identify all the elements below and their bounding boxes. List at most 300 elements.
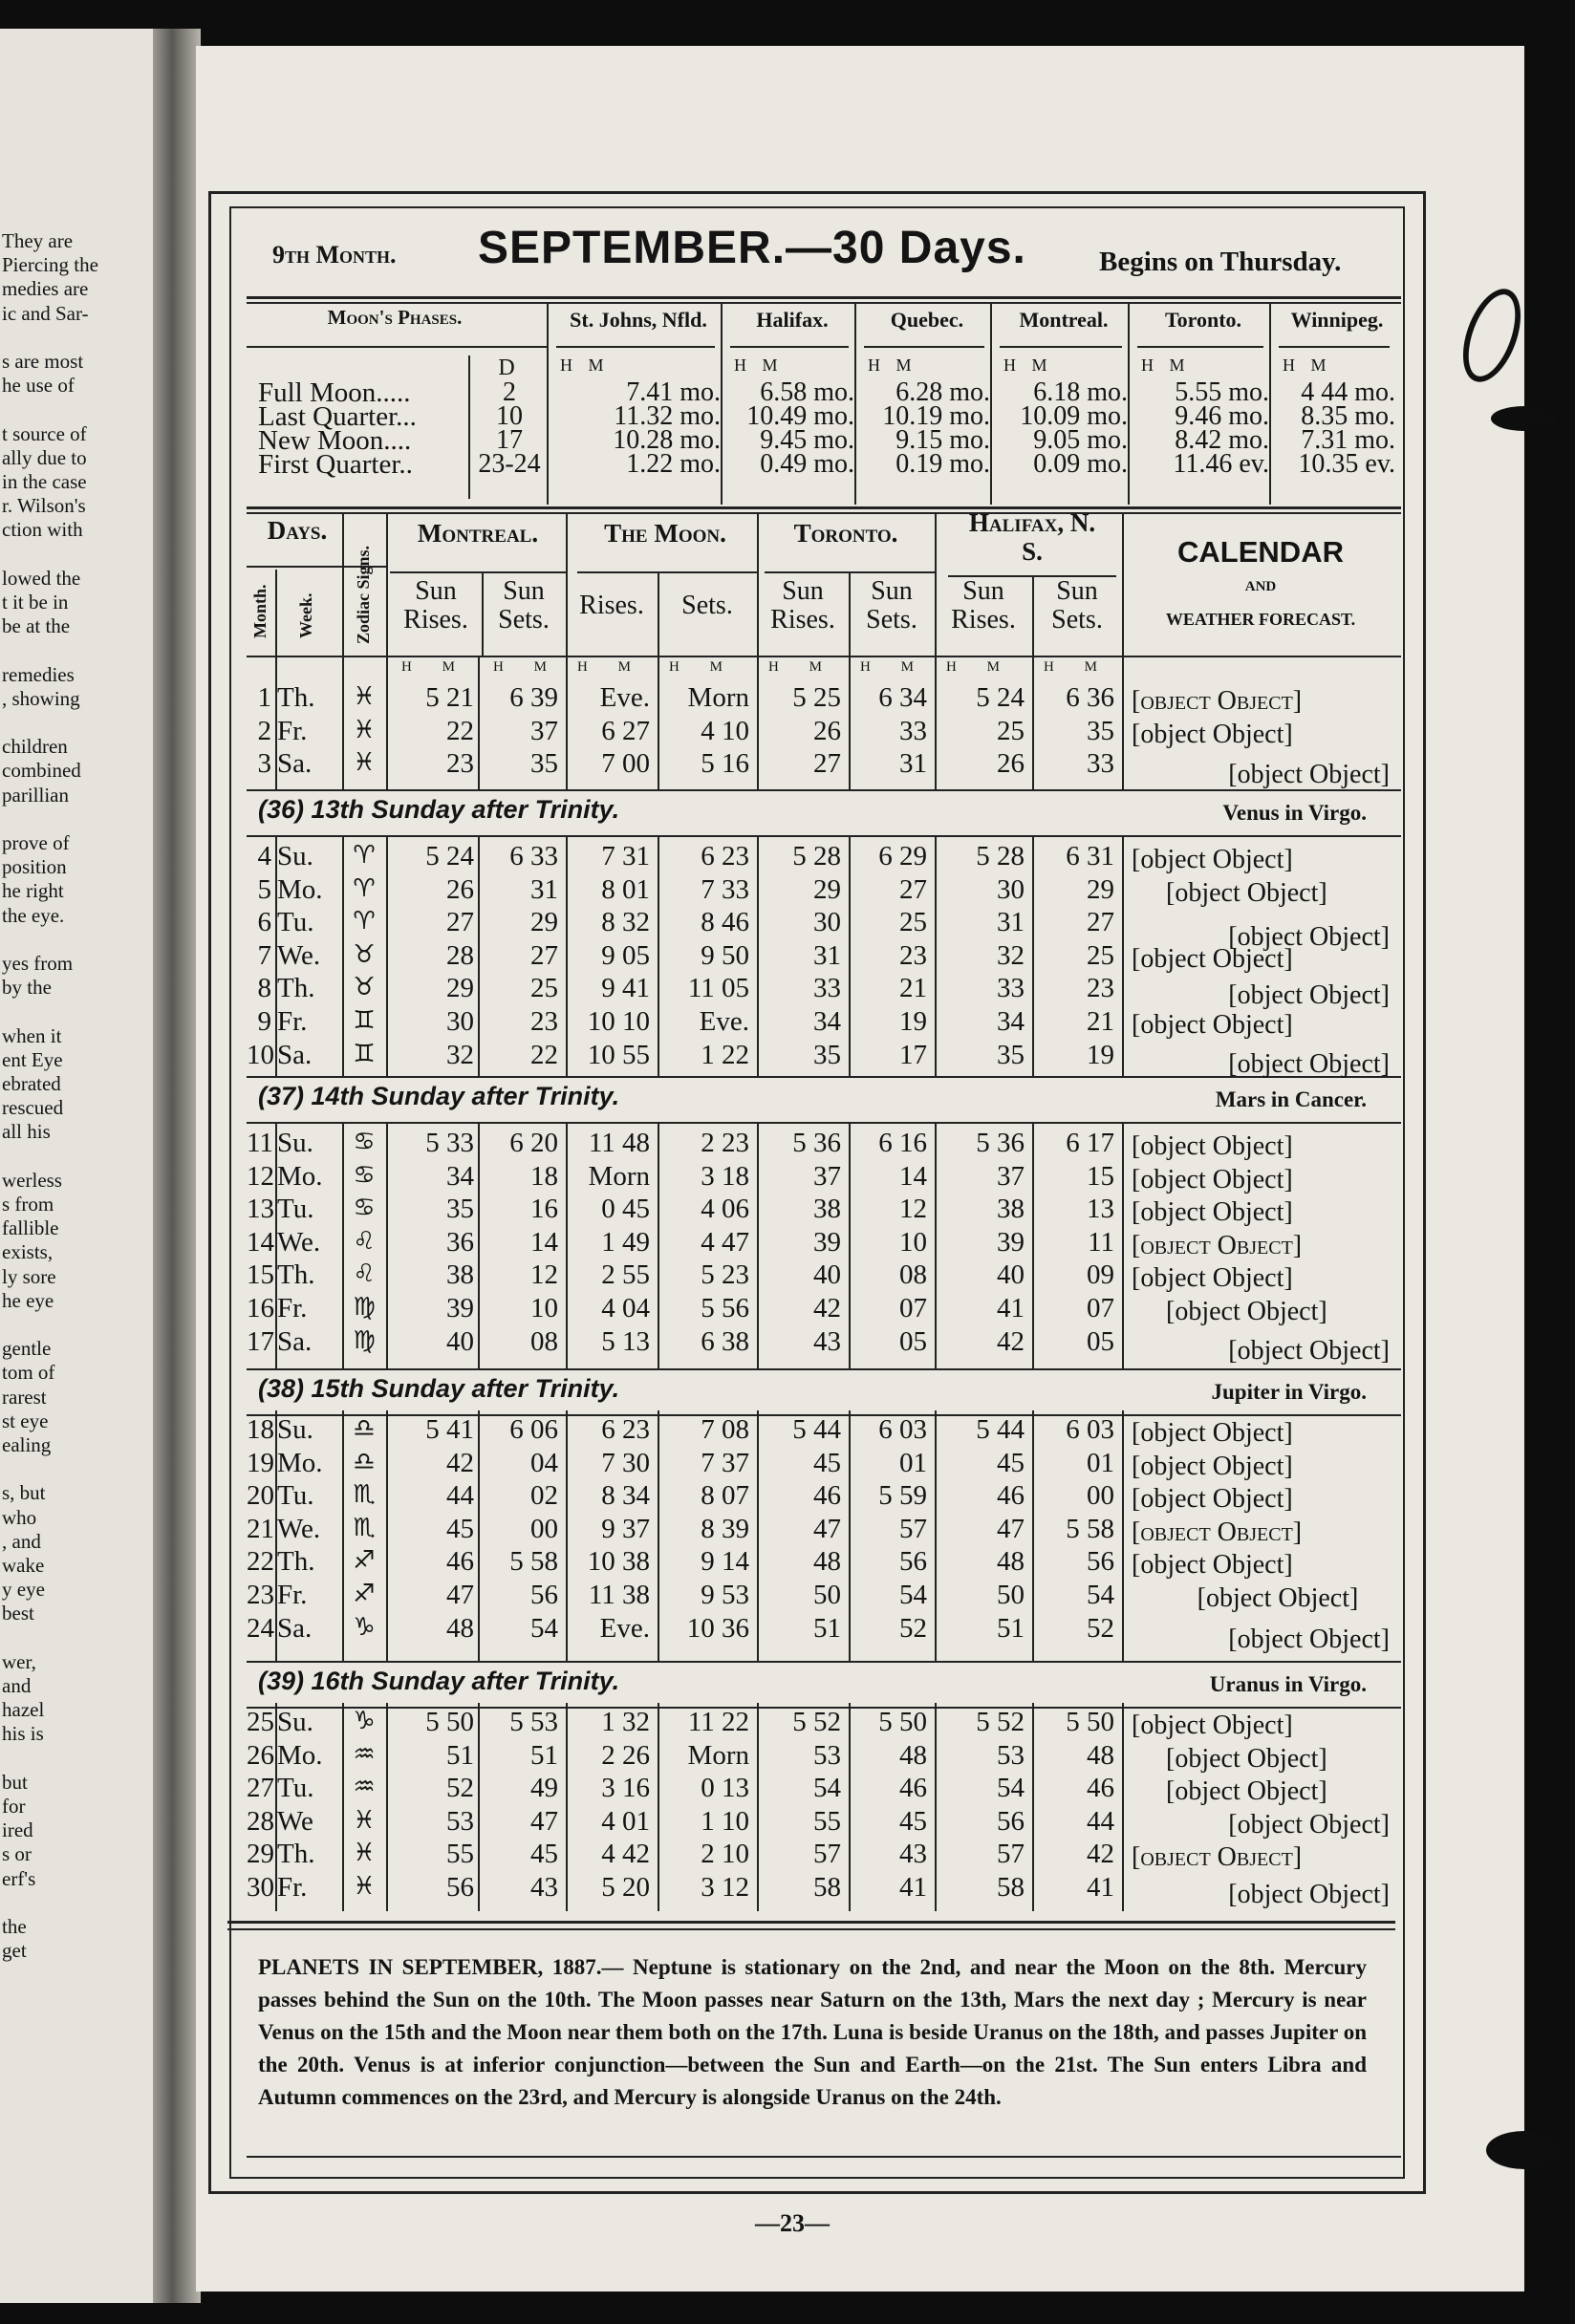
time-cell: 32 — [997, 939, 1025, 971]
page-title: SEPTEMBER.—30 Days. — [478, 223, 1026, 273]
time-cell: 49 — [530, 1773, 558, 1804]
phase-time: 6.58 mo. — [760, 377, 854, 407]
phase-time: 9.46 mo. — [1175, 401, 1269, 431]
phase-time: 4 44 mo. — [1301, 377, 1395, 407]
rule — [757, 837, 759, 1076]
left-page-text: parillian — [2, 783, 69, 807]
left-page-text: ally due to — [2, 445, 87, 469]
sunday-heading: (38) 15th Sunday after Trinity. — [258, 1374, 620, 1403]
time-cell: 39 — [446, 1293, 474, 1323]
calendar-note: [object Object] — [1132, 1418, 1293, 1448]
rule — [935, 1124, 937, 1368]
ink-blot — [1486, 2131, 1563, 2169]
calendar-note: [object Object] — [1132, 1197, 1293, 1228]
time-cell: 41 — [997, 1293, 1025, 1323]
left-page-text: remedies — [2, 662, 75, 686]
rule — [935, 837, 937, 1076]
rule — [730, 346, 849, 348]
time-cell: 38 — [813, 1194, 841, 1225]
zodiac-sign: ♑ — [353, 1707, 376, 1735]
time-cell: 36 — [446, 1226, 474, 1258]
zodiac-sign: ♊ — [353, 1006, 376, 1035]
zodiac-sign: ♌ — [353, 1226, 376, 1256]
calendar-note: [object Object] — [1132, 686, 1303, 716]
left-page-text: combined — [2, 759, 81, 783]
month-number: 9th Month. — [272, 241, 397, 269]
day-of-week: We. — [277, 939, 321, 971]
day-of-week: Th. — [277, 682, 315, 713]
phase-time: 10.49 mo. — [746, 401, 854, 431]
time-cell: 5 53 — [509, 1707, 558, 1737]
time-cell: 5 13 — [601, 1325, 650, 1357]
left-page-text: for — [2, 1795, 26, 1818]
time-cell: 6 39 — [509, 682, 558, 713]
time-cell: 25 — [997, 715, 1025, 746]
left-page-text: r. Wilson's — [2, 494, 86, 518]
time-cell: 43 — [899, 1839, 927, 1870]
calendar-note: [object Object] — [1132, 1010, 1293, 1040]
time-cell: 6 38 — [701, 1325, 749, 1357]
day-of-week: Su. — [277, 1707, 313, 1737]
hm-label: H M — [1044, 659, 1111, 675]
left-page-text: ealing — [2, 1433, 52, 1456]
day-of-week: We — [277, 1805, 313, 1837]
calendar-note: [object Object] — [1228, 1048, 1390, 1079]
month-heading: Month. — [250, 584, 270, 638]
time-cell: 27 — [446, 907, 474, 938]
rule — [757, 1410, 759, 1661]
time-cell: 30 — [997, 873, 1025, 905]
rule — [1122, 512, 1124, 656]
time-cell: 10 36 — [686, 1612, 749, 1644]
left-page-text: by the — [2, 976, 52, 1000]
calendar-note: [object Object] — [1132, 1451, 1293, 1481]
left-page-text: ebrated — [2, 1072, 61, 1095]
time-cell: 9 41 — [601, 973, 650, 1004]
phase-day: 2 — [503, 377, 516, 407]
phase-time: 9.05 mo. — [1033, 425, 1128, 455]
left-page-text: the — [2, 1915, 27, 1938]
calendar-note: [object Object] — [1228, 1624, 1390, 1654]
time-cell: 42 — [997, 1325, 1025, 1357]
left-page-text: wake — [2, 1554, 45, 1577]
time-cell: 28 — [446, 939, 474, 971]
hm-label: H M — [1141, 355, 1191, 375]
halifax-heading: Halifax, N. S. — [968, 508, 1096, 566]
time-cell: 6 03 — [1066, 1414, 1114, 1445]
calendar-note: [object Object] — [1132, 1131, 1293, 1161]
time-cell: 54 — [899, 1580, 927, 1610]
left-page-text: the eye. — [2, 903, 65, 927]
rule — [658, 837, 659, 1076]
time-cell: 58 — [813, 1872, 841, 1903]
rule — [275, 837, 277, 1076]
rule — [342, 837, 344, 1076]
sunday-note: Mars in Cancer. — [1215, 1087, 1367, 1111]
time-cell: 27 — [813, 748, 841, 780]
phase-day: 17 — [496, 425, 523, 455]
rule — [757, 1703, 759, 1911]
rule — [566, 1703, 568, 1911]
hm-label: H M — [1283, 355, 1332, 375]
rule — [757, 512, 759, 656]
zodiac-sign: ♐ — [353, 1580, 376, 1608]
rule — [1137, 346, 1263, 348]
rule — [247, 2156, 1401, 2158]
time-cell: 50 — [997, 1580, 1025, 1610]
time-cell: 13 — [1087, 1194, 1114, 1225]
rule — [468, 355, 470, 499]
rule — [1122, 1410, 1124, 1661]
phase-time: 5.55 mo. — [1175, 377, 1269, 407]
left-page-text: best — [2, 1602, 34, 1625]
time-cell: 22 — [530, 1039, 558, 1070]
time-cell: 44 — [446, 1480, 474, 1512]
time-cell: 47 — [813, 1513, 841, 1544]
hm-label: H M — [868, 355, 917, 375]
moon-sets-heading: Sets. — [681, 591, 733, 620]
rule — [864, 346, 984, 348]
calendar-note: [object Object] — [1132, 845, 1293, 874]
left-page-text: he eye — [2, 1288, 54, 1312]
time-cell: 01 — [899, 1447, 927, 1478]
time-cell: 40 — [997, 1259, 1025, 1291]
time-cell: 23 — [530, 1006, 558, 1037]
time-cell: 18 — [530, 1160, 558, 1192]
time-cell: 23 — [1087, 973, 1114, 1004]
time-cell: 8 32 — [601, 907, 650, 938]
time-cell: 5 58 — [1066, 1513, 1114, 1544]
time-cell: 00 — [1087, 1480, 1114, 1512]
day-of-week: Su. — [277, 1414, 313, 1445]
time-cell: 5 21 — [425, 682, 474, 713]
left-page-text: be at the — [2, 614, 71, 638]
moon-rises-heading: Rises. — [579, 591, 644, 620]
time-cell: 27 — [899, 873, 927, 905]
rule — [1122, 657, 1124, 789]
time-cell: 14 — [530, 1226, 558, 1258]
time-cell: 41 — [1087, 1872, 1114, 1903]
time-cell: 37 — [530, 715, 558, 746]
phase-time: 0.09 mo. — [1033, 449, 1128, 479]
day-of-month: 13 — [247, 1194, 274, 1225]
time-cell: 38 — [997, 1194, 1025, 1225]
time-cell: 12 — [899, 1194, 927, 1225]
rule — [342, 1124, 344, 1368]
time-cell: 26 — [446, 873, 474, 905]
time-cell: 45 — [899, 1805, 927, 1837]
time-cell: 45 — [813, 1447, 841, 1478]
time-cell: 27 — [530, 939, 558, 971]
time-cell: 43 — [530, 1872, 558, 1903]
time-cell: 5 44 — [976, 1414, 1025, 1445]
zodiac-sign: ♊ — [353, 1039, 376, 1068]
sunday-heading: (36) 13th Sunday after Trinity. — [258, 795, 620, 824]
rule — [342, 1410, 344, 1661]
rule — [275, 1410, 277, 1661]
time-cell: Eve. — [699, 1006, 749, 1037]
rule — [849, 657, 851, 789]
calendar-note: [object Object] — [1132, 1484, 1293, 1515]
book-gutter — [153, 29, 201, 2303]
day-of-month: 18 — [247, 1414, 274, 1445]
sunday-heading: (37) 14th Sunday after Trinity. — [258, 1082, 620, 1110]
rule — [849, 1703, 851, 1911]
moon-heading: The Moon. — [604, 519, 726, 548]
time-cell: 6 29 — [878, 841, 927, 872]
rule — [658, 1124, 659, 1368]
time-cell: 2 55 — [601, 1259, 650, 1291]
time-cell: 45 — [997, 1447, 1025, 1478]
left-page-text: gentle — [2, 1337, 52, 1361]
time-cell: 6 17 — [1066, 1128, 1114, 1158]
time-cell: 8 07 — [701, 1480, 749, 1512]
time-cell: 51 — [530, 1739, 558, 1771]
ink-blot — [1491, 406, 1558, 431]
phase-name: Full Moon..... — [258, 377, 411, 408]
rule — [658, 657, 659, 789]
time-cell: 33 — [997, 973, 1025, 1004]
time-cell: 4 01 — [601, 1805, 650, 1837]
time-cell: 5 36 — [792, 1128, 841, 1158]
time-cell: 38 — [446, 1259, 474, 1291]
time-cell: 19 — [1087, 1039, 1114, 1070]
time-cell: 35 — [997, 1039, 1025, 1070]
left-page-text: erf's — [2, 1866, 36, 1890]
left-page-text: s are most — [2, 350, 84, 373]
time-cell: 33 — [1087, 748, 1114, 780]
time-cell: 11 48 — [588, 1128, 650, 1158]
time-cell: 3 18 — [701, 1160, 749, 1192]
day-of-week: Su. — [277, 1128, 313, 1158]
zodiac-sign: ♓ — [353, 1805, 376, 1835]
time-cell: 5 20 — [601, 1872, 650, 1903]
sun-heading: Sun Sets. — [1051, 576, 1103, 635]
time-cell: 5 33 — [425, 1128, 474, 1158]
rule — [765, 571, 937, 573]
sun-heading: Sun Sets. — [498, 576, 550, 635]
left-page — [0, 29, 167, 2303]
zodiac-sign: ♒ — [353, 1739, 376, 1769]
time-cell: 55 — [813, 1805, 841, 1837]
planets-paragraph: PLANETS IN SEPTEMBER, 1887.— Neptune is stationary on the 2nd, and near the Moon on the 8th. Mercury passes behind the Sun on the 10th. The Moon passes near Saturn on the 13th, Mars the next day ; Mercury is near Venus on the 15th and the Moon near them both on the 17th. Luna is beside Uranus on the 18th, and passes Jupiter on the 20th. Venus is at inferior conjunction—between the Sun and Earth—on the 21st. The Sun enters Libra and Autumn commences on the 23rd, and Mercury is alongside Uranus on the 24th. — [258, 1955, 1367, 2109]
left-page-text: when it — [2, 1023, 62, 1047]
time-cell: 11 05 — [687, 973, 749, 1004]
time-cell: 47 — [530, 1805, 558, 1837]
rule — [478, 1410, 480, 1661]
time-cell: 6 23 — [601, 1414, 650, 1445]
calendar-note: [object Object] — [1132, 1517, 1303, 1547]
rule — [386, 657, 388, 789]
time-cell: 5 59 — [878, 1480, 927, 1512]
zodiac-sign: ♒ — [353, 1773, 376, 1802]
time-cell: 9 14 — [701, 1546, 749, 1578]
calendar-note: [object Object] — [1132, 943, 1293, 974]
hm-label: H M — [669, 659, 736, 675]
left-page-text: t source of — [2, 421, 87, 445]
day-of-week: Tu. — [277, 1773, 314, 1804]
city-heading: Winnipeg. — [1290, 308, 1384, 332]
time-cell: 10 — [899, 1226, 927, 1258]
left-page-text: ent Eye — [2, 1047, 63, 1071]
calendar-note: [object Object] — [1166, 1743, 1327, 1774]
phase-time: 7.31 mo. — [1301, 425, 1395, 455]
rule — [247, 566, 386, 568]
time-cell: 52 — [899, 1612, 927, 1644]
time-cell: 11 — [1088, 1226, 1114, 1258]
rule — [849, 1124, 851, 1368]
begins-note: Begins on Thursday. — [1099, 247, 1342, 277]
time-cell: 5 44 — [792, 1414, 841, 1445]
time-cell: 53 — [446, 1805, 474, 1837]
rule — [227, 1921, 1395, 1924]
time-cell: 29 — [813, 873, 841, 905]
day-of-month: 4 — [257, 841, 271, 872]
rule — [247, 296, 1401, 299]
time-cell: 56 — [446, 1872, 474, 1903]
day-of-month: 2 — [257, 715, 271, 746]
time-cell: 25 — [1087, 939, 1114, 971]
time-cell: 57 — [813, 1839, 841, 1870]
rule — [1122, 1124, 1124, 1368]
rule — [342, 657, 344, 789]
time-cell: 25 — [899, 907, 927, 938]
time-cell: 6 23 — [701, 841, 749, 872]
time-cell: 15 — [1087, 1160, 1114, 1192]
phases-heading: Moon's Phases. — [327, 306, 463, 329]
phase-time: 0.19 mo. — [895, 449, 990, 479]
day-of-month: 29 — [247, 1839, 274, 1870]
time-cell: 52 — [446, 1773, 474, 1804]
time-cell: 6 20 — [509, 1128, 558, 1158]
calendar-note: [object Object] — [1228, 1809, 1390, 1840]
left-page-text: hazel — [2, 1698, 45, 1722]
left-page-text: exists, — [2, 1240, 54, 1264]
left-page-text: and — [2, 1674, 32, 1697]
time-cell: 5 24 — [425, 841, 474, 872]
left-page-text: ic and Sar- — [2, 301, 89, 325]
calendar-note: [object Object] — [1132, 1842, 1303, 1873]
rule — [721, 304, 723, 505]
phase-time: 1.22 mo. — [626, 449, 721, 479]
time-cell: 4 04 — [601, 1293, 650, 1323]
day-of-week: We. — [277, 1226, 321, 1258]
time-cell: 43 — [813, 1325, 841, 1357]
day-of-month: 11 — [247, 1128, 273, 1158]
left-page-text: children — [2, 735, 68, 759]
time-cell: 56 — [530, 1580, 558, 1610]
left-page-text: his is — [2, 1722, 44, 1746]
left-page-text: s or — [2, 1842, 32, 1866]
sunday-note: Jupiter in Virgo. — [1211, 1380, 1367, 1404]
zodiac-sign: ♓ — [353, 1872, 376, 1901]
left-page-text: prove of — [2, 831, 70, 854]
time-cell: 56 — [1087, 1546, 1114, 1578]
phase-time: 7.41 mo. — [626, 377, 721, 407]
time-cell: 07 — [1087, 1293, 1114, 1323]
day-of-week: We. — [277, 1513, 321, 1544]
rule — [849, 573, 851, 656]
time-cell: 54 — [530, 1612, 558, 1644]
rule — [757, 657, 759, 789]
time-cell: 26 — [997, 748, 1025, 780]
day-of-week: Sa. — [277, 748, 313, 780]
and-heading: AND — [1244, 579, 1277, 594]
time-cell: 47 — [446, 1580, 474, 1610]
montreal-heading: Montreal. — [417, 519, 539, 548]
time-cell: 54 — [813, 1773, 841, 1804]
rule — [247, 835, 1401, 837]
calendar-note: [object Object] — [1228, 980, 1390, 1011]
day-of-week: Th. — [277, 1546, 315, 1578]
rule — [478, 837, 480, 1076]
rule — [566, 657, 568, 789]
time-cell: 0 13 — [701, 1773, 749, 1804]
zodiac-sign: ♈ — [353, 841, 376, 870]
rule — [935, 1703, 937, 1911]
time-cell: 10 55 — [587, 1039, 650, 1070]
time-cell: 9 05 — [601, 939, 650, 971]
rule — [990, 304, 992, 505]
rule — [247, 656, 1401, 657]
time-cell: 46 — [997, 1480, 1025, 1512]
week-heading: Week. — [296, 592, 315, 638]
time-cell: 07 — [899, 1293, 927, 1323]
left-page-text: tom of — [2, 1361, 55, 1385]
time-cell: 46 — [1087, 1773, 1114, 1804]
rule — [849, 837, 851, 1076]
calendar-note: [object Object] — [1132, 1550, 1293, 1581]
hm-label: H M — [768, 659, 835, 675]
left-page-text: lowed the — [2, 566, 81, 590]
zodiac-sign: ♓ — [353, 748, 376, 778]
time-cell: 11 22 — [687, 1707, 749, 1737]
rule — [935, 1410, 937, 1661]
phases-d-heading: D — [498, 355, 515, 380]
phase-time: 10.28 mo. — [613, 425, 721, 455]
zodiac-sign: ♌ — [353, 1259, 376, 1289]
time-cell: 57 — [997, 1839, 1025, 1870]
time-cell: 6 16 — [878, 1128, 927, 1158]
time-cell: 6 33 — [509, 841, 558, 872]
day-of-month: 7 — [257, 939, 271, 971]
calendar-note: [object Object] — [1132, 1711, 1293, 1740]
time-cell: 21 — [899, 973, 927, 1004]
left-page-text: fallible — [2, 1216, 59, 1240]
time-cell: 45 — [530, 1839, 558, 1870]
city-heading: Toronto. — [1164, 308, 1242, 332]
time-cell: 51 — [813, 1612, 841, 1644]
rule — [386, 1124, 388, 1368]
rule — [478, 1124, 480, 1368]
rule — [247, 1368, 1401, 1370]
time-cell: 5 28 — [976, 841, 1025, 872]
time-cell: 27 — [1087, 907, 1114, 938]
zodiac-sign: ♎ — [353, 1447, 376, 1476]
rule — [935, 512, 937, 656]
time-cell: 32 — [446, 1039, 474, 1070]
rule — [658, 573, 659, 656]
day-of-week: Tu. — [277, 1194, 314, 1225]
left-page-text: get — [2, 1939, 27, 1963]
left-page-text: position — [2, 855, 67, 879]
time-cell: 14 — [899, 1160, 927, 1192]
time-cell: 26 — [813, 715, 841, 746]
left-page-text: rescued — [2, 1096, 64, 1120]
zodiac-sign: ♓ — [353, 682, 376, 711]
day-of-month: 26 — [247, 1739, 274, 1771]
rule — [1279, 346, 1390, 348]
